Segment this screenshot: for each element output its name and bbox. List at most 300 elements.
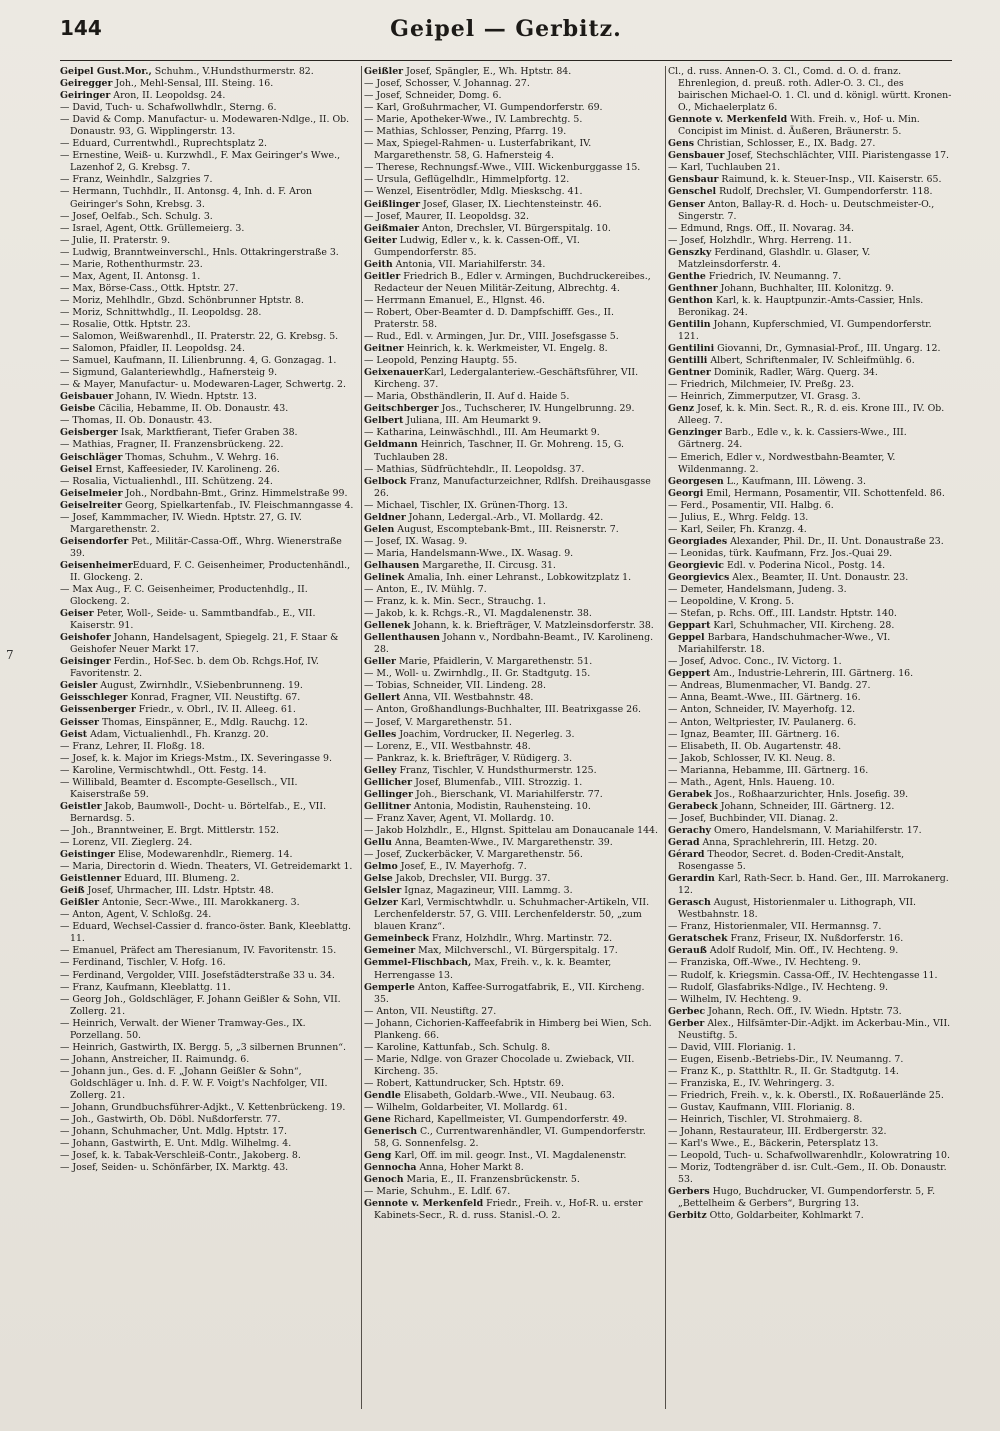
- directory-entry: [668, 223, 952, 235]
- entry-details: — Jakob, Schlosser, IV. Kl. Neug. 8.: [668, 752, 836, 764]
- directory-entry: [668, 777, 952, 789]
- entry-details: Josef, E., IV. Mayerhofg. 7.: [397, 861, 527, 873]
- directory-entry: [668, 753, 952, 765]
- entry-surname: Gerber: [668, 1017, 705, 1029]
- directory-entry: [668, 114, 952, 138]
- directory-entry: [60, 174, 358, 186]
- entry-details: — Rosalia, Victualienhdl., III. Schützeng. 24.: [60, 475, 273, 487]
- entry-details: — Marie, Schuhm., E. Ldlf. 67.: [364, 1186, 511, 1198]
- directory-entry: [60, 283, 358, 295]
- entry-surname: Geissenberger: [60, 704, 136, 716]
- directory-entry: [668, 295, 952, 319]
- entry-details: Marie, Pfaidlerin, V. Margarethenstr. 51.: [396, 656, 593, 668]
- directory-entry: [668, 355, 952, 367]
- directory-entry: [668, 837, 952, 849]
- entry-surname: Geisbauer: [60, 391, 114, 403]
- directory-entry: [60, 1066, 358, 1102]
- entry-details: — Johann, Cichorien-Kaffeefabrik in Himberg bei Wien, Sch. Plankeng. 66.: [364, 1017, 652, 1041]
- entry-details: — Johann, Schuhmacher, Unt. Mdlg. Hptstr. 17.: [60, 1126, 288, 1138]
- page-number: 144: [60, 16, 102, 40]
- directory-entry: [668, 825, 952, 837]
- entry-details: — Thomas, II. Ob. Donaustr. 43.: [60, 415, 213, 427]
- directory-entry: [364, 439, 662, 463]
- entry-surname: Geppart: [668, 620, 711, 632]
- entry-surname: Gemeiner: [364, 945, 416, 957]
- entry-details: Eduard, III. Blumeng. 2.: [121, 873, 240, 885]
- directory-entry: [60, 692, 358, 704]
- directory-entry: [668, 1126, 952, 1138]
- entry-details: — Johann, Grundbuchsführer-Adjkt., V. Kettenbrückeng. 19.: [60, 1102, 346, 1114]
- entry-details: Anna, Sprachlehrerin, III. Hetzg. 20.: [699, 837, 878, 848]
- directory-entry: [668, 1018, 952, 1042]
- entry-details: — Karoline, Vermischtwhdl., Ott. Festg. 14.: [60, 764, 267, 776]
- entry-details: Cäcilia, Hebamme, II. Ob. Donaustr. 43.: [95, 403, 289, 415]
- entry-details: With. Freih. v., Hof- u. Min. Concipist im Minist. d. Äußeren, Bräunerstr. 5.: [678, 114, 920, 138]
- entry-details: — Math., Agent, Hnls. Haueng. 10.: [668, 776, 835, 788]
- entry-details: — Salomon, Weißwarenhdl., II. Praterstr. 22, G. Krebsg. 5.: [60, 331, 339, 343]
- directory-entry: [364, 476, 662, 500]
- directory-entry: [668, 536, 952, 548]
- directory-entry: [60, 367, 358, 379]
- entry-details: Rudolf, Drechsler, VI. Gumpendorferstr. 118.: [716, 186, 933, 198]
- entry-surname: Geith: [364, 258, 393, 270]
- entry-details: — Franziska, Off.-Wwe., IV. Hechteng. 9.: [668, 957, 861, 969]
- directory-entry: [668, 608, 952, 620]
- directory-entry: [60, 391, 358, 403]
- directory-entry: [364, 849, 662, 861]
- directory-entry: [364, 211, 662, 223]
- directory-entry: [60, 885, 358, 897]
- directory-entry: [364, 572, 662, 584]
- entry-surname: Gelzer: [364, 897, 398, 909]
- entry-details: — Andreas, Blumenmacher, VI. Bandg. 27.: [668, 680, 871, 692]
- entry-details: — Jakob, k. k. Rchgs.-R., VI. Magdalenenstr. 38.: [364, 608, 592, 620]
- directory-entry: [668, 982, 952, 994]
- directory-entry: [668, 512, 952, 524]
- directory-entry: [60, 271, 358, 283]
- entry-details: Ludwig, Edler v., k. k. Cassen-Off., VI. Gumpendorferstr. 85.: [374, 234, 580, 258]
- entry-surname: Geixenauer: [364, 367, 424, 379]
- directory-entry: [364, 957, 662, 981]
- entry-details: Otto, Goldarbeiter, Kohlmarkt 7.: [706, 1210, 864, 1222]
- directory-entry: [364, 945, 662, 957]
- entry-details: Raimund, k. k. Steuer-Insp., VII. Kaiserstr. 65.: [718, 174, 942, 186]
- entry-details: — Heinrich, Verwalt. der Wiener Tramway-Ges., IX. Porzellang. 50.: [60, 1017, 306, 1041]
- entry-surname: Gerbec: [668, 1005, 706, 1017]
- directory-entry: [668, 933, 952, 945]
- entry-details: — Franz, Kaufmann, Kleeblattg. 11.: [60, 981, 231, 993]
- directory-entry: [60, 837, 358, 849]
- directory-entry: [60, 186, 358, 210]
- directory-entry: [668, 271, 952, 283]
- entry-details: — Marie, Apotheker-Wwe., IV. Lambrechtg. 5.: [364, 114, 583, 126]
- directory-entry: [364, 126, 662, 138]
- entry-details: — Karl, Großuhrmacher, VI. Gumpendorferstr. 69.: [364, 102, 603, 114]
- entry-details: — Joh., Gastwirth, Ob. Döbl. Nußdorferstr. 77.: [60, 1114, 281, 1126]
- directory-entry: [364, 729, 662, 741]
- directory-entry: [364, 982, 662, 1006]
- entry-details: — Josef, Advoc. Conc., IV. Victorg. 1.: [668, 656, 842, 668]
- entry-details: Alex., Hilfsämter-Dir.-Adjkt. im Ackerbau-Min., VII. Neustiftg. 5.: [678, 1017, 951, 1041]
- entry-surname: Geiregger: [60, 78, 113, 90]
- directory-entry: [364, 668, 662, 680]
- entry-details: Josef, Glaser, IX. Liechtensteinstr. 46.: [420, 198, 602, 210]
- directory-entry: [364, 355, 662, 367]
- entry-surname: Gerbitz: [668, 1210, 707, 1222]
- entry-details: — Wilhelm, IV. Hechteng. 9.: [668, 993, 802, 1005]
- directory-entry: [364, 1078, 662, 1090]
- entry-surname: Genser: [668, 198, 705, 210]
- directory-entry: [364, 403, 662, 415]
- entry-details: Johann, Buchhalter, III. Kolonitzg. 9.: [717, 282, 895, 294]
- directory-entry: [60, 343, 358, 355]
- entry-surname: Gellitner: [364, 800, 411, 812]
- directory-entry: [668, 632, 952, 656]
- directory-entry: [364, 1198, 662, 1222]
- entry-details: — Josef, V. Margarethenstr. 51.: [364, 716, 512, 728]
- entry-details: Max, Freih. v., k. k. Beamter, Herrengasse 13.: [374, 957, 612, 981]
- entry-surname: Geller: [364, 656, 396, 668]
- entry-details: — Julie, II. Praterstr. 9.: [60, 234, 171, 246]
- column-2: [364, 66, 662, 1409]
- entry-details: — Johann jun., Ges. d. F. „Johann Geißler & Sohn“, Goldschläger u. Inh. d. F. W. F. Voigt's Nachfolger, VII. Zollerg. 21.: [60, 1065, 328, 1101]
- entry-details: — Mathias, Südfrüchtehdlr., II. Leopoldsg. 37.: [364, 463, 585, 475]
- entry-details: — Willibald, Beamter d. Escompte-Gesellsch., VII. Kaiserstraße 59.: [60, 776, 298, 800]
- entry-surname: Geißmaier: [364, 222, 420, 234]
- entry-details: — David & Comp. Manufactur- u. Modewaren-Ndlge., II. Ob. Donaustr. 93, G. Wipplingerstr. 13.: [60, 114, 350, 138]
- entry-details: Richard, Kapellmeister, VI. Gumpendorferstr. 49.: [390, 1114, 628, 1126]
- entry-details: Johann, Ledergal.-Arb., VI. Mollardg. 42.: [405, 511, 604, 523]
- directory-entry: [668, 174, 952, 186]
- entry-surname: Genthe: [668, 270, 706, 282]
- directory-entry: [60, 608, 358, 632]
- entry-details: Joh., Mehl-Sensal, III. Steing. 16.: [112, 78, 274, 90]
- entry-details: Albert, Schriftenmaler, IV. Schleifmühlg. 6.: [707, 355, 915, 367]
- entry-details: — Mathias, Schlosser, Penzing, Pfarrg. 19.: [364, 126, 567, 138]
- entry-surname: Gerasch: [668, 897, 711, 909]
- entry-details: Johann v., Nordbahn-Beamt., IV. Karolineng. 28.: [374, 632, 654, 656]
- entry-details: Johann, k. k. Briefträger, V. Matzleinsdorferstr. 38.: [410, 620, 654, 632]
- entry-details: — Anton, Agent, V. Schloßg. 24.: [60, 909, 212, 921]
- entry-details: C., Currentwarenhändler, VI. Gumpendorferstr. 58, G. Sonnenfelsg. 2.: [374, 1126, 646, 1150]
- directory-entry: [60, 150, 358, 174]
- entry-surname: Geisschleger: [60, 692, 128, 704]
- entry-details: Joh., Nordbahn-Bmt., Grinz. Himmelstraße 99.: [122, 487, 348, 499]
- entry-details: — Max, Börse-Cass., Ottk. Hptstr. 27.: [60, 282, 239, 294]
- directory-entry: [364, 259, 662, 271]
- directory-entry: [668, 801, 952, 813]
- entry-surname: Georgiades: [668, 535, 728, 547]
- entry-details: Franz, Manufacturzeichner, Rdlfsh. Dreihausgasse 26.: [374, 475, 651, 499]
- entry-surname: Gelmo: [364, 861, 398, 873]
- entry-details: Am., Industrie-Lehrerin, III. Gärtnerg. 16.: [710, 668, 914, 680]
- entry-surname: Gelhausen: [364, 559, 420, 571]
- directory-entry: [668, 704, 952, 716]
- entry-surname: Genthon: [668, 294, 714, 306]
- directory-entry: [364, 464, 662, 476]
- entry-surname: Gellicher: [364, 776, 413, 788]
- entry-details: — Julius, E., Whrg. Feldg. 13.: [668, 511, 809, 523]
- entry-details: — Anton, VII. Neustiftg. 27.: [364, 1005, 497, 1017]
- directory-entry: [668, 452, 952, 476]
- directory-entry: [364, 536, 662, 548]
- entry-details: — Franziska, E., IV. Wehringerg. 3.: [668, 1077, 835, 1089]
- entry-details: Johann, Kupferschmied, VI. Gumpendorferstr. 121.: [678, 318, 932, 343]
- entry-details: Hugo, Buchdrucker, VI. Gumpendorferstr. 5, F. „Bettelheim & Gerbers“, Burgring 13.: [678, 1186, 936, 1210]
- directory-entry: [364, 1042, 662, 1054]
- entry-details: — Maria, Obsthändlerin, II. Auf d. Haide 5.: [364, 391, 570, 403]
- entry-details: — Marianna, Hebamme, III. Gärtnerg. 16.: [668, 764, 869, 776]
- directory-entry: [668, 970, 952, 982]
- directory-entry: [364, 524, 662, 536]
- entry-surname: Geishofer: [60, 632, 111, 644]
- entry-details: Edl. v. Poderina Nicol., Postg. 14.: [723, 559, 886, 571]
- directory-entry: [364, 307, 662, 331]
- directory-entry: [60, 765, 358, 777]
- entry-surname: Georgievic: [668, 559, 724, 571]
- entry-details: Karl, k. k. Hauptpunzir.-Amts-Cassier, Hnls. Beronikag. 24.: [678, 294, 924, 318]
- directory-entry: [60, 247, 358, 259]
- directory-entry: [668, 1042, 952, 1054]
- entry-details: — Stefan, p. Rchs. Off., III. Landstr. Hptstr. 140.: [668, 608, 897, 620]
- directory-entry: [668, 1054, 952, 1066]
- entry-details: — Anton, Schneider, IV. Mayerhofg. 12.: [668, 704, 856, 716]
- entry-surname: Gentilin: [668, 318, 711, 330]
- directory-entry: [60, 909, 358, 921]
- directory-entry: [60, 1018, 358, 1042]
- entry-surname: Geißler: [60, 897, 100, 909]
- entry-details: — Franz, k. k. Min. Secr., Strauchg. 1.: [364, 596, 546, 608]
- directory-entry: [60, 90, 358, 102]
- entry-details: — Edmund, Rngs. Off., II. Novarag. 34.: [668, 222, 854, 234]
- directory-entry: [60, 921, 358, 945]
- entry-details: — Marie, Rothenthurmstr. 23.: [60, 258, 203, 270]
- entry-surname: Geist: [60, 728, 88, 740]
- directory-entry: [364, 66, 662, 78]
- entry-surname: Geisser: [60, 716, 99, 728]
- entry-details: — Eduard, Wechsel-Cassier d. franco-öster. Bank, Kleeblattg. 11.: [60, 921, 352, 945]
- directory-entry: [364, 548, 662, 560]
- directory-entry: [60, 1126, 358, 1138]
- directory-entry: [364, 1006, 662, 1018]
- directory-entry: [60, 897, 358, 909]
- directory-entry: [60, 78, 358, 90]
- entry-details: Heinrich, k. k. Werkmeister, VI. Engelg. 8.: [403, 343, 608, 355]
- directory-entry: [60, 982, 358, 994]
- directory-entry: [60, 464, 358, 476]
- directory-entry: [60, 1162, 358, 1174]
- directory-entry: [60, 717, 358, 729]
- entry-details: August, Historienmaler u. Lithograph, VII. Westbahnstr. 18.: [678, 897, 917, 921]
- entry-surname: Geitner: [364, 343, 404, 355]
- entry-details: Amalia, Inh. einer Lehranst., Lobkowitzplatz 1.: [404, 571, 632, 583]
- directory-entry: [60, 138, 358, 150]
- directory-entry: [364, 801, 662, 813]
- entry-surname: Gemperle: [364, 981, 415, 993]
- entry-details: — Leopold, Tuch- u. Schafwollwarenhdlr., Kolowratring 10.: [668, 1150, 950, 1162]
- entry-details: — Eduard, Currentwhdl., Ruprechtsplatz 2.: [60, 138, 268, 150]
- entry-details: Elisabeth, Goldarb.-Wwe., VII. Neubaug. 63.: [400, 1089, 615, 1101]
- entry-details: Jakob, Baumwoll-, Docht- u. Börtelfab., E., VII. Bernardsg. 5.: [70, 800, 327, 824]
- entry-surname: Genszky: [668, 246, 712, 258]
- entry-surname: Gelbert: [364, 415, 404, 427]
- entry-surname: Geiselmeier: [60, 487, 123, 499]
- entry-surname: Gérard: [668, 849, 705, 861]
- entry-surname: Geisberger: [60, 427, 118, 439]
- header-rule: [60, 60, 952, 61]
- entry-surname: Genschel: [668, 186, 717, 198]
- entry-details: — Rosalie, Ottk. Hptstr. 23.: [60, 318, 191, 330]
- directory-entry: [60, 560, 358, 584]
- entry-details: Johann, Schneider, III. Gärtnerg. 12.: [717, 800, 895, 812]
- directory-entry: [60, 355, 358, 367]
- directory-entry: [668, 994, 952, 1006]
- entry-surname: Gemeinbeck: [364, 933, 429, 945]
- entry-details: — Michael, Tischler, IX. Grünen-Thorg. 13.: [364, 499, 568, 511]
- entry-surname: Gerauß: [668, 945, 707, 957]
- entry-surname: Gerardin: [668, 873, 715, 885]
- entry-surname: Geisenheimer: [60, 559, 133, 571]
- entry-surname: Gellu: [364, 837, 392, 848]
- directory-entry: [364, 1090, 662, 1102]
- entry-details: Pet., Militär-Cassa-Off., Whrg. Wienerstraße 39.: [70, 535, 342, 559]
- entry-details: Josef, k. k. Min. Sect. R., R. d. eis. Krone III., IV. Ob. Alleeg. 7.: [678, 403, 945, 427]
- directory-entry: [668, 391, 952, 403]
- directory-entry: [364, 717, 662, 729]
- entry-details: — Samuel, Kaufmann, II. Lilienbrunng. 4, G. Gonzagag. 1.: [60, 355, 337, 367]
- directory-entry: [364, 596, 662, 608]
- entry-details: — Lorenz, VII. Zieglerg. 24.: [60, 837, 193, 848]
- entry-surname: Gelles: [364, 728, 397, 740]
- entry-details: — Josef, k. k. Tabak-Verschleiß-Contr., Jakoberg. 8.: [60, 1150, 301, 1162]
- entry-details: Christian, Schlosser, E., IX. Badg. 27.: [694, 138, 876, 150]
- entry-surname: Gerachy: [668, 824, 711, 836]
- entry-details: Ferdinand, Glashdlr. u. Glaser, V. Matzleinsdorferstr. 4.: [678, 246, 871, 270]
- directory-entry: [364, 741, 662, 753]
- entry-details: — Anton, Großhandlungs-Buchhalter, III. Beatrixgasse 26.: [364, 704, 642, 716]
- entry-details: — Josef, k. k. Major im Kriegs-Mstm., IX. Severingasse 9.: [60, 752, 332, 764]
- entry-surname: Geldner: [364, 511, 406, 523]
- entry-surname: Geiringer: [60, 90, 111, 102]
- entry-surname: Geiser: [60, 608, 94, 620]
- entry-surname: Georgesen: [668, 475, 724, 487]
- directory-entry: [364, 692, 662, 704]
- entry-surname: Geistinger: [60, 849, 115, 861]
- directory-entry: [364, 753, 662, 765]
- entry-details: Adam, Victualienhdl., Fh. Kranzg. 20.: [87, 728, 269, 740]
- entry-details: — Franz, Lehrer, II. Floßg. 18.: [60, 740, 205, 752]
- entry-details: — Josef, Holzhdlr., Whrg. Herreng. 11.: [668, 234, 852, 246]
- directory-entry: [364, 295, 662, 307]
- entry-surname: Geppert: [668, 668, 711, 680]
- directory-entry: [364, 933, 662, 945]
- directory-entry: [364, 656, 662, 668]
- directory-entry: [60, 476, 358, 488]
- directory-entry: [60, 259, 358, 271]
- entry-details: August, Escomptebank-Bmt., III. Reisnerstr. 7.: [394, 523, 619, 535]
- directory-entry: [60, 331, 358, 343]
- directory-entry: [668, 524, 952, 536]
- entry-details: — Josef, Schneider, Domg. 6.: [364, 90, 502, 102]
- directory-entry: [364, 415, 662, 427]
- entry-surname: Geistlenner: [60, 873, 122, 885]
- directory-entry: [668, 957, 952, 969]
- entry-details: — Leonidas, türk. Kaufmann, Frz. Jos.-Quai 29.: [668, 547, 893, 559]
- entry-surname: Gellenthausen: [364, 632, 440, 644]
- directory-entry: [364, 704, 662, 716]
- directory-entry: [60, 704, 358, 716]
- directory-entry: [364, 560, 662, 572]
- directory-entry: [60, 1114, 358, 1126]
- entry-details: Alexander, Phil. Dr., II. Unt. Donaustraße 23.: [727, 535, 944, 547]
- directory-entry: [668, 1006, 952, 1018]
- entry-details: Josef, Blumenfab., VIII. Strozzig. 1.: [412, 776, 583, 788]
- entry-details: — Josef, Kammmacher, IV. Wiedn. Hptstr. 27, G. IV. Margarethenstr. 2.: [60, 511, 302, 535]
- entry-surname: Generisch: [364, 1126, 418, 1138]
- entry-details: — Moriz, Schnittwhdlg., II. Leopoldsg. 28.: [60, 306, 262, 318]
- directory-entry: [668, 560, 952, 572]
- entry-surname: Gensbaur: [668, 174, 719, 186]
- entry-details: Barb., Edle v., k. k. Cassiers-Wwe., III. Gärtnerg. 24.: [678, 427, 907, 451]
- entry-details: — Franz, Weinhdlr., Salzgries 7.: [60, 174, 213, 186]
- entry-details: — Wilhelm, Goldarbeiter, VI. Mollardg. 61.: [364, 1102, 568, 1114]
- directory-entry: [60, 957, 358, 969]
- entry-details: Anton, Ballay-R. d. Hoch- u. Deutschmeister-O., Singerstr. 7.: [678, 198, 935, 222]
- directory-entry: [60, 656, 358, 680]
- entry-details: — Ferdinand, Tischler, V. Hofg. 16.: [60, 957, 226, 969]
- entry-surname: Geldmann: [364, 439, 418, 451]
- entry-details: — Johann, Restaurateur, III. Erdbergerstr. 32.: [668, 1126, 887, 1138]
- column-1: [60, 66, 358, 1409]
- directory-entry: [60, 403, 358, 415]
- entry-surname: Geisel: [60, 463, 93, 475]
- directory-entry: [60, 825, 358, 837]
- entry-details: — Gustav, Kaufmann, VIII. Florianig. 8.: [668, 1102, 855, 1114]
- directory-entry: [60, 1150, 358, 1162]
- directory-entry: [364, 343, 662, 355]
- directory-entry: [364, 620, 662, 632]
- entry-details: Ignaz, Magazineur, VIII. Lammg. 3.: [401, 885, 573, 897]
- entry-details: Franz, Tischler, V. Hundsthurmerstr. 125.: [396, 764, 597, 776]
- entry-details: — Leopold, Penzing Hauptg. 55.: [364, 355, 518, 367]
- directory-entry: [364, 331, 662, 343]
- entry-details: Josef, Spängler, E., Wh. Hptstr. 84.: [403, 66, 572, 77]
- entry-details: Jos., Roßhaarzurichter, Hnls. Josefig. 39.: [712, 788, 909, 800]
- entry-surname: Geisinger: [60, 656, 111, 668]
- directory-entry: [668, 584, 952, 596]
- entry-details: — Max, Spiegel-Rahmen- u. Lusterfabrikant, IV. Margarethenstr. 58, G. Hafnersteig 4.: [364, 138, 592, 162]
- entry-details: — Salomon, Pfaidler, II. Leopoldsg. 24.: [60, 343, 245, 355]
- entry-surname: Geng: [364, 1150, 392, 1162]
- entry-details: — Sigmund, Galanteriewhdlg., Hafnersteig 9.: [60, 367, 278, 379]
- directory-entry: [668, 150, 952, 162]
- entry-details: Schuhm., V.Hundsthurmerstr. 82.: [151, 66, 314, 77]
- entry-details: Joachim, Vordrucker, II. Negerleg. 3.: [396, 728, 575, 740]
- directory-entry: [364, 391, 662, 403]
- directory-entry: [364, 584, 662, 596]
- directory-entry: [364, 162, 662, 174]
- entry-details: — Georg Joh., Goldschläger, F. Johann Geißler & Sohn, VII. Zollerg. 21.: [60, 993, 341, 1017]
- entry-surname: Gennote v. Merkenfeld: [364, 1198, 484, 1210]
- directory-entry: [60, 994, 358, 1018]
- directory-entry: [60, 235, 358, 247]
- directory-entry: [364, 1126, 662, 1150]
- directory-entry: [364, 114, 662, 126]
- directory-entry: [364, 885, 662, 897]
- directory-entry: [60, 873, 358, 885]
- directory-entry: [60, 452, 358, 464]
- entry-surname: Gelse: [364, 873, 393, 885]
